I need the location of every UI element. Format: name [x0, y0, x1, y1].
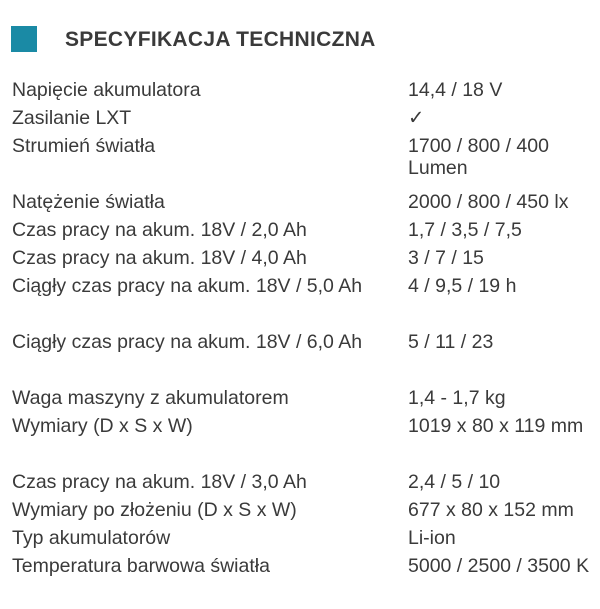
spec-label: Typ akumulatorów	[12, 527, 171, 549]
spec-row	[12, 553, 594, 609]
spec-label: Wymiary (D x S x W)	[12, 415, 193, 437]
spec-label: Czas pracy na akum. 18V / 3,0 Ah	[12, 471, 307, 493]
spec-table	[12, 77, 594, 609]
accent-square	[11, 26, 37, 52]
spec-row	[12, 245, 594, 273]
spec-value: Li-ion	[408, 527, 456, 549]
spec-label: Czas pracy na akum. 18V / 4,0 Ah	[12, 247, 307, 269]
check-icon: ✓	[408, 107, 425, 129]
spec-row	[12, 469, 594, 497]
spec-label: Temperatura barwowa światła	[12, 555, 270, 577]
spec-row	[12, 133, 594, 189]
spec-label: Ciągły czas pracy na akum. 18V / 6,0 Ah	[12, 331, 363, 353]
spec-label: Wymiary po złożeniu (D x S x W)	[12, 499, 297, 521]
spec-header	[11, 26, 591, 54]
spec-row	[12, 217, 594, 245]
spec-label: Strumień światła	[12, 135, 156, 157]
spec-label: Ciągły czas pracy na akum. 18V / 5,0 Ah	[12, 275, 363, 297]
spec-row	[12, 273, 594, 329]
spec-value: 1700 / 800 / 400 Lumen	[408, 135, 549, 179]
spec-value: 4 / 9,5 / 19 h	[408, 275, 517, 297]
spec-value: 1019 x 80 x 119 mm	[408, 415, 584, 437]
spec-label: Waga maszyny z akumulatorem	[12, 387, 289, 409]
spec-row	[12, 189, 594, 217]
spec-row	[12, 385, 594, 413]
spec-label: Napięcie akumulatora	[12, 79, 201, 101]
spec-label: Natężenie światła	[12, 191, 165, 213]
spec-row	[12, 77, 594, 105]
page-title: SPECYFIKACJA TECHNICZNA	[65, 28, 376, 51]
spec-value: 1,7 / 3,5 / 7,5	[408, 219, 522, 241]
spec-value: 14,4 / 18 V	[408, 79, 503, 101]
spec-value: 677 x 80 x 152 mm	[408, 499, 574, 521]
spec-row	[12, 329, 594, 385]
spec-value: 1,4 - 1,7 kg	[408, 387, 506, 409]
spec-row	[12, 105, 594, 133]
spec-value: 5000 / 2500 / 3500 K	[408, 555, 590, 577]
spec-row	[12, 413, 594, 469]
spec-row	[12, 497, 594, 525]
spec-value: 3 / 7 / 15	[408, 247, 484, 269]
spec-label: Czas pracy na akum. 18V / 2,0 Ah	[12, 219, 307, 241]
spec-value: 5 / 11 / 23	[408, 331, 494, 353]
spec-value: 2,4 / 5 / 10	[408, 471, 501, 493]
spec-label: Zasilanie LXT	[12, 107, 132, 129]
spec-value: 2000 / 800 / 450 lx	[408, 191, 569, 213]
spec-row	[12, 525, 594, 553]
